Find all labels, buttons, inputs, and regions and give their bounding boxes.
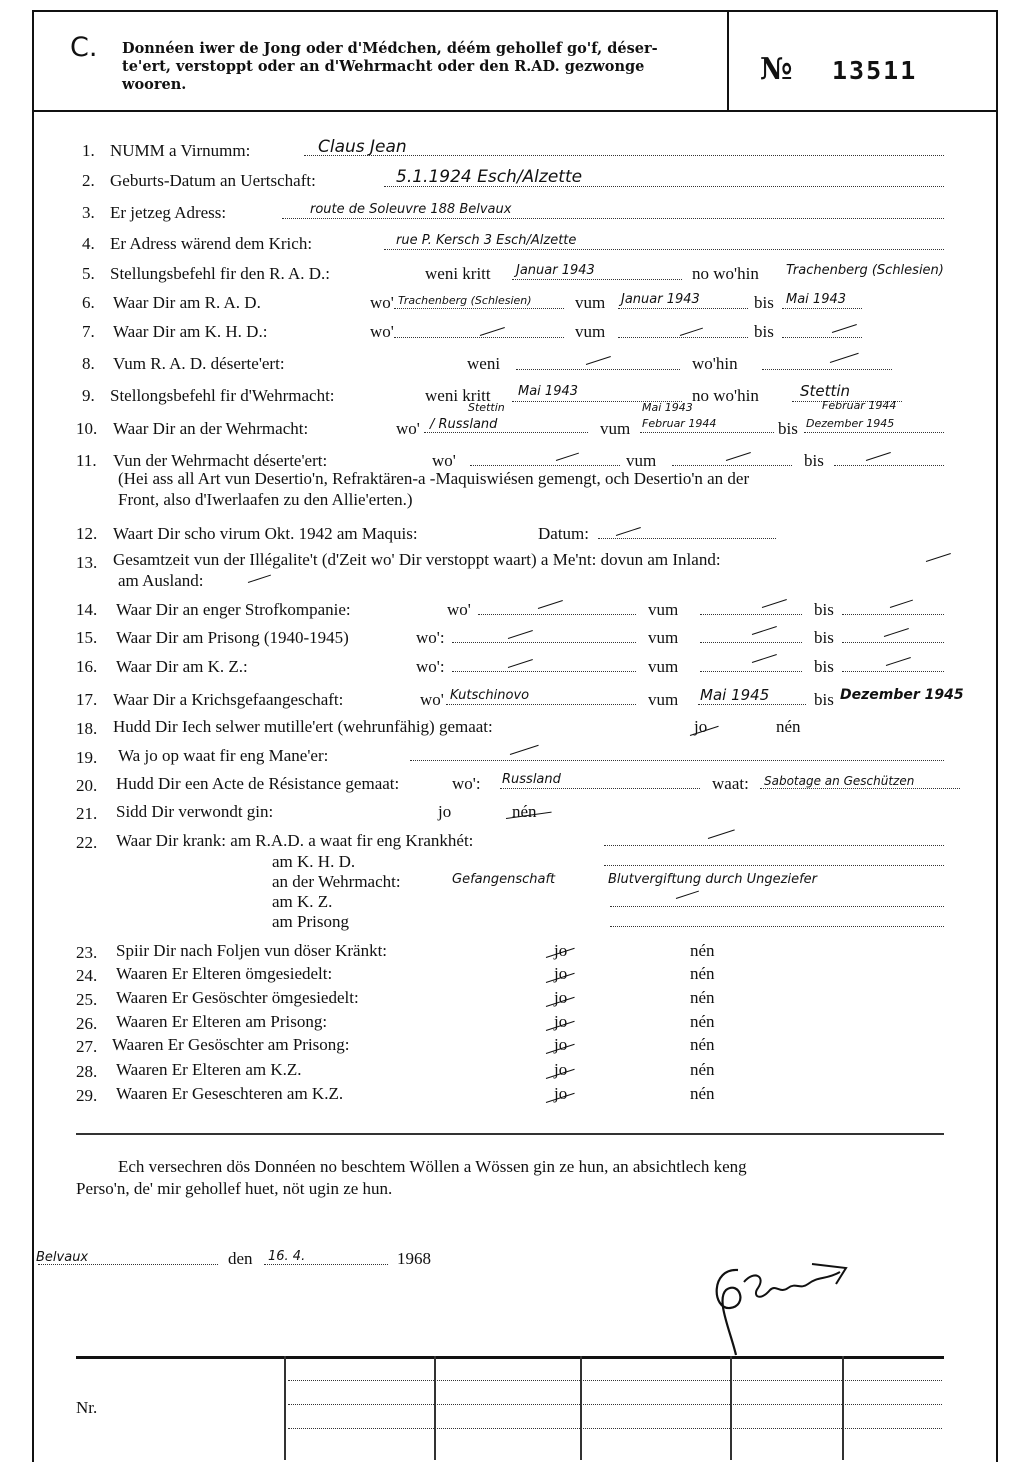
vum-label: vum bbox=[626, 451, 657, 470]
answer-line bbox=[500, 788, 700, 789]
vum-label: vum bbox=[575, 322, 606, 341]
nen-option: nén bbox=[690, 941, 715, 960]
answer-line bbox=[410, 760, 944, 761]
an-der-wehrmacht-label: an der Wehrmacht: bbox=[272, 872, 401, 891]
bottom-col-3 bbox=[580, 1356, 582, 1460]
q-label: Waaren Er Elteren am Prisong: bbox=[116, 1012, 328, 1031]
answer-line bbox=[478, 614, 636, 615]
q-label: Hudd Dir Iech selwer mutille'ert (wehrunfähig) gemaat: bbox=[113, 717, 493, 736]
dash-mark bbox=[556, 453, 579, 461]
answer-line bbox=[384, 249, 944, 250]
bottom-col-4 bbox=[730, 1356, 732, 1460]
q-num: 5. bbox=[82, 264, 95, 283]
handwritten-pow-bis: Dezember 1945 bbox=[840, 687, 964, 703]
q-label: Waaren Er Geseschteren am K.Z. bbox=[116, 1084, 344, 1103]
header-title-3: wooren. bbox=[122, 76, 187, 93]
answer-line bbox=[698, 704, 806, 705]
answer-line bbox=[512, 279, 682, 280]
handwritten-sick-wm-a: Gefangenschaft bbox=[452, 872, 556, 887]
q-num: 18. bbox=[76, 719, 98, 738]
bottom-dots bbox=[288, 1404, 942, 1405]
frame-right bbox=[996, 10, 998, 1462]
bottom-col-2 bbox=[434, 1356, 436, 1460]
handwritten-rad-vum: Januar 1943 bbox=[621, 292, 700, 307]
datum-label: Datum: bbox=[538, 524, 589, 543]
wohin-label: wo'hin bbox=[692, 354, 738, 373]
dash-mark bbox=[752, 654, 777, 663]
q-label: Vun der Wehrmacht déserte'ert: bbox=[113, 451, 328, 470]
q-num: 27. bbox=[76, 1037, 98, 1056]
am-prisong-label: am Prisong bbox=[272, 912, 349, 931]
q-label: Er jetzeg Adress: bbox=[110, 203, 227, 222]
vum-label: vum bbox=[575, 293, 606, 312]
dash-mark bbox=[616, 527, 641, 536]
handwritten-res-waat: Sabotage an Geschützen bbox=[764, 774, 915, 788]
q-num: 16. bbox=[76, 657, 98, 676]
nen-option: nén bbox=[776, 717, 801, 736]
q-num: 1. bbox=[82, 141, 95, 160]
q-num: 23. bbox=[76, 943, 98, 962]
handwritten-wm10-vum-top: Mai 1943 bbox=[642, 401, 693, 414]
jo-option: jo bbox=[554, 1035, 568, 1054]
am-ausland-label: am Ausland: bbox=[118, 571, 204, 590]
answer-line bbox=[516, 369, 680, 370]
frame-left bbox=[32, 10, 34, 1462]
answer-line bbox=[452, 671, 636, 672]
q11-note-1: (Hei ass all Art vun Desertio'n, Refraktären-a -Maquiswiésen gemengt, och Desertio'n an der bbox=[118, 469, 750, 488]
header-title-2: te'ert, verstoppt oder an d'Wehrmacht oder den R.AD. gezwonge bbox=[122, 58, 645, 75]
q-num: 12. bbox=[76, 524, 98, 543]
den-label: den bbox=[228, 1249, 253, 1268]
dash-mark bbox=[830, 353, 859, 363]
handwritten-wm10-wo: / Russland bbox=[430, 417, 498, 432]
jo-option: jo bbox=[554, 941, 568, 960]
dash-mark bbox=[508, 630, 533, 639]
dash-mark bbox=[752, 626, 777, 635]
wo-label: wo' bbox=[420, 690, 444, 709]
q-label: Spiir Dir nach Foljen vun döser Kränkt: bbox=[116, 941, 388, 960]
q-num: 28. bbox=[76, 1062, 98, 1081]
q-num: 13. bbox=[76, 553, 98, 572]
weni-kritt-label: weni kritt bbox=[425, 386, 491, 405]
declaration-line-1: Ech versechren dös Donnéen no beschtem Wöllen a Wössen gin ze hun, an absichtlech keng bbox=[118, 1157, 747, 1176]
declaration-rule bbox=[76, 1133, 944, 1135]
q-num: 17. bbox=[76, 690, 98, 709]
handwritten-wm10-bis: Dezember 1945 bbox=[806, 417, 895, 430]
handwritten-rad-bis: Mai 1943 bbox=[786, 292, 847, 307]
answer-line bbox=[610, 926, 944, 927]
bis-label: bis bbox=[814, 600, 834, 619]
answer-line bbox=[470, 465, 620, 466]
dash-mark bbox=[884, 628, 909, 637]
q-label: Hudd Dir een Acte de Résistance gemaat: bbox=[116, 774, 400, 793]
q-label: Sidd Dir verwondt gin: bbox=[116, 802, 274, 821]
q-label: Wa jo op waat fir eng Mane'er: bbox=[118, 746, 329, 765]
q-num: 26. bbox=[76, 1014, 98, 1033]
header-divider bbox=[727, 10, 729, 110]
answer-line bbox=[604, 845, 944, 846]
waat-label: waat: bbox=[712, 774, 749, 793]
q-num: 14. bbox=[76, 600, 98, 619]
q-label: Waar Dir am K. Z.: bbox=[116, 657, 248, 676]
wo-label: wo' bbox=[370, 322, 394, 341]
q-num: 11. bbox=[76, 451, 97, 470]
answer-line bbox=[700, 642, 802, 643]
q-label: Waar Dir an enger Strofkompanie: bbox=[116, 600, 351, 619]
answer-line bbox=[604, 865, 944, 866]
handwritten-address-war: rue P. Kersch 3 Esch/Alzette bbox=[396, 233, 577, 248]
q-label: Waaren Er Gesöschter am Prisong: bbox=[112, 1035, 350, 1054]
wo-colon-label: wo': bbox=[416, 628, 445, 647]
answer-line bbox=[760, 788, 960, 789]
q-num: 10. bbox=[76, 419, 98, 438]
handwritten-rad-where: Trachenberg (Schlesien) bbox=[786, 263, 944, 278]
no-wohin-label: no wo'hin bbox=[692, 386, 759, 405]
q-label: Waaren Er Gesöschter ömgesiedelt: bbox=[116, 988, 359, 1007]
handwritten-wm-where: Stettin bbox=[800, 382, 851, 400]
declaration-line-2: Perso'n, de' mir gehollef huet, nöt ugin ze hun. bbox=[76, 1179, 393, 1198]
dash-mark bbox=[762, 599, 787, 608]
q-label: Waar Dir krank: am R.A.D. a waat fir eng Krankhét: bbox=[116, 831, 474, 850]
jo-option: jo bbox=[554, 1060, 568, 1079]
dash-mark bbox=[832, 324, 857, 333]
bis-label: bis bbox=[814, 690, 834, 709]
handwritten-res-wo: Russland bbox=[502, 772, 561, 787]
nen-option: nén bbox=[690, 1012, 715, 1031]
bottom-col-1 bbox=[284, 1356, 286, 1460]
nen-option: nén bbox=[690, 1035, 715, 1054]
dash-mark bbox=[890, 600, 913, 608]
am-khd-label: am K. H. D. bbox=[272, 852, 356, 871]
bis-label: bis bbox=[754, 322, 774, 341]
handwritten-pow-vum: Mai 1945 bbox=[700, 686, 770, 704]
nen-option: nén bbox=[690, 964, 715, 983]
q-num: 2. bbox=[82, 171, 95, 190]
handwritten-place: Belvaux bbox=[36, 1250, 89, 1265]
weni-label: weni bbox=[467, 354, 501, 373]
q-label: NUMM a Virnumm: bbox=[110, 141, 251, 160]
q-label: Waar Dir am K. H. D.: bbox=[113, 322, 268, 341]
q-label: Waart Dir scho virum Okt. 1942 am Maquis: bbox=[113, 524, 418, 543]
bottom-col-5 bbox=[842, 1356, 844, 1460]
vum-label: vum bbox=[648, 690, 679, 709]
jo-option: jo bbox=[438, 802, 452, 821]
handwritten-wm10-wo-top: Stettin bbox=[468, 401, 505, 414]
answer-line bbox=[842, 614, 944, 615]
q-num: 21. bbox=[76, 804, 98, 823]
q-label: Waar Dir an der Wehrmacht: bbox=[113, 419, 309, 438]
nen-option: nén bbox=[690, 1060, 715, 1079]
handwritten-wm-when: Mai 1943 bbox=[518, 384, 579, 399]
bottom-dots bbox=[288, 1380, 942, 1381]
bis-label: bis bbox=[804, 451, 824, 470]
dash-mark bbox=[680, 328, 703, 336]
handwritten-name: Claus Jean bbox=[318, 137, 407, 157]
answer-line bbox=[452, 642, 636, 643]
vum-label: vum bbox=[648, 600, 679, 619]
q-num: 7. bbox=[82, 322, 95, 341]
q-num: 29. bbox=[76, 1086, 98, 1105]
vum-label: vum bbox=[648, 628, 679, 647]
answer-line bbox=[782, 337, 862, 338]
answer-line bbox=[700, 614, 802, 615]
q-num: 19. bbox=[76, 748, 98, 767]
answer-line bbox=[598, 538, 776, 539]
q-label: Waaren Er Elteren ömgesiedelt: bbox=[116, 964, 333, 983]
signature bbox=[700, 1250, 860, 1360]
vum-label: vum bbox=[648, 657, 679, 676]
answer-line bbox=[842, 671, 944, 672]
bis-label: bis bbox=[814, 628, 834, 647]
handwritten-address-now: route de Soleuvre 188 Belvaux bbox=[310, 202, 512, 217]
wo-label: wo' bbox=[447, 600, 471, 619]
dash-mark bbox=[726, 452, 751, 461]
q-num: 4. bbox=[82, 234, 95, 253]
q-num: 9. bbox=[82, 386, 95, 405]
q-num: 20. bbox=[76, 776, 98, 795]
am-kz-label: am K. Z. bbox=[272, 892, 333, 911]
answer-line bbox=[394, 337, 564, 338]
wo-label: wo' bbox=[370, 293, 394, 312]
date-line bbox=[264, 1264, 388, 1265]
answer-line bbox=[610, 906, 944, 907]
answer-line bbox=[672, 465, 792, 466]
q-label: Vum R. A. D. déserte'ert: bbox=[113, 354, 285, 373]
handwritten-rad-wo: Trachenberg (Schlesien) bbox=[398, 294, 532, 307]
answer-line bbox=[446, 704, 636, 705]
answer-line bbox=[640, 432, 774, 433]
wo-label: wo' bbox=[432, 451, 456, 470]
q-num: 8. bbox=[82, 354, 95, 373]
bis-label: bis bbox=[814, 657, 834, 676]
jo-option: jo bbox=[554, 1084, 568, 1103]
year-label: 1968 bbox=[397, 1249, 431, 1268]
q-num: 3. bbox=[82, 203, 95, 222]
q-num: 24. bbox=[76, 966, 98, 985]
number-sign: № bbox=[760, 52, 793, 87]
jo-option: jo bbox=[554, 988, 568, 1007]
weni-kritt-label: weni kritt bbox=[425, 264, 491, 283]
q-label: Geburts-Datum an Uertschaft: bbox=[110, 171, 316, 190]
answer-line bbox=[618, 337, 748, 338]
dash-mark bbox=[248, 575, 271, 583]
nr-label: Nr. bbox=[76, 1398, 98, 1417]
wo-colon-label: wo': bbox=[452, 774, 481, 793]
answer-line bbox=[782, 308, 862, 309]
handwritten-wm10-bis-top: Februar 1944 bbox=[822, 399, 897, 412]
handwritten-birth: 5.1.1924 Esch/Alzette bbox=[396, 167, 583, 187]
bottom-table-top bbox=[76, 1356, 944, 1359]
nen-option: nén bbox=[690, 988, 715, 1007]
handwritten-rad-when: Januar 1943 bbox=[516, 263, 595, 278]
q-label: Waar Dir am Prisong (1940-1945) bbox=[116, 628, 349, 647]
dash-mark bbox=[586, 356, 611, 365]
dash-mark bbox=[480, 327, 505, 336]
answer-line bbox=[618, 308, 748, 309]
answer-line bbox=[834, 465, 944, 466]
bis-label: bis bbox=[778, 419, 798, 438]
q-label: Stellongsbefehl fir d'Wehrmacht: bbox=[110, 386, 335, 405]
q-label: Gesamtzeit vun der Illégalite't (d'Zeit wo' Dir verstoppt waart) a Me'nt: dovun am Inland: bbox=[113, 550, 721, 569]
no-wohin-label: no wo'hin bbox=[692, 264, 759, 283]
header-bottom-rule bbox=[32, 110, 998, 112]
q-label: Waar Dir a Krichsgefaangeschaft: bbox=[113, 690, 344, 709]
q-label: Waar Dir am R. A. D. bbox=[113, 293, 261, 312]
q-label: Stellungsbefehl fir den R. A. D.: bbox=[110, 264, 331, 283]
dash-mark bbox=[926, 553, 951, 562]
wo-label: wo' bbox=[396, 419, 420, 438]
form-number: 13511 bbox=[832, 56, 918, 85]
dash-mark bbox=[866, 452, 891, 461]
q-num: 22. bbox=[76, 833, 98, 852]
vum-label: vum bbox=[600, 419, 631, 438]
dash-mark bbox=[510, 745, 539, 755]
answer-line bbox=[762, 369, 892, 370]
dash-mark bbox=[886, 657, 911, 666]
nen-option: nén bbox=[690, 1084, 715, 1103]
answer-line bbox=[700, 671, 802, 672]
answer-line bbox=[394, 308, 564, 309]
q-num: 15. bbox=[76, 628, 98, 647]
dash-mark bbox=[538, 600, 563, 609]
q-label: Er Adress wärend dem Krich: bbox=[110, 234, 313, 253]
nen-option: nén bbox=[512, 802, 537, 821]
handwritten-date: 16. 4. bbox=[268, 1249, 306, 1264]
q-num: 6. bbox=[82, 293, 95, 312]
bis-label: bis bbox=[754, 293, 774, 312]
handwritten-sick-wm-b: Blutvergiftung durch Ungeziefer bbox=[608, 872, 818, 887]
q-label: Waaren Er Elteren am K.Z. bbox=[116, 1060, 302, 1079]
jo-option: jo bbox=[554, 1012, 568, 1031]
answer-line bbox=[842, 642, 944, 643]
answer-line bbox=[804, 432, 944, 433]
handwritten-wm10-vum: Februar 1944 bbox=[642, 417, 717, 430]
jo-option: jo bbox=[554, 964, 568, 983]
answer-line bbox=[282, 218, 944, 219]
handwritten-pow-wo: Kutschinovo bbox=[450, 688, 530, 703]
dash-mark bbox=[508, 659, 533, 668]
q11-note-2: Front, also d'Iwerlaafen zu den Allie'erten.) bbox=[118, 490, 413, 509]
q-num: 25. bbox=[76, 990, 98, 1009]
bottom-dots bbox=[288, 1428, 942, 1429]
dash-mark bbox=[676, 891, 699, 899]
wo-colon-label: wo': bbox=[416, 657, 445, 676]
header-title-1: Donnéen iwer de Jong oder d'Médchen, déém gehollef go'f, déser- bbox=[122, 40, 658, 57]
answer-line bbox=[424, 432, 588, 433]
frame-top bbox=[32, 10, 998, 12]
dash-mark bbox=[708, 829, 735, 839]
section-letter: C. bbox=[70, 32, 98, 63]
jo-option: jo bbox=[694, 717, 708, 736]
